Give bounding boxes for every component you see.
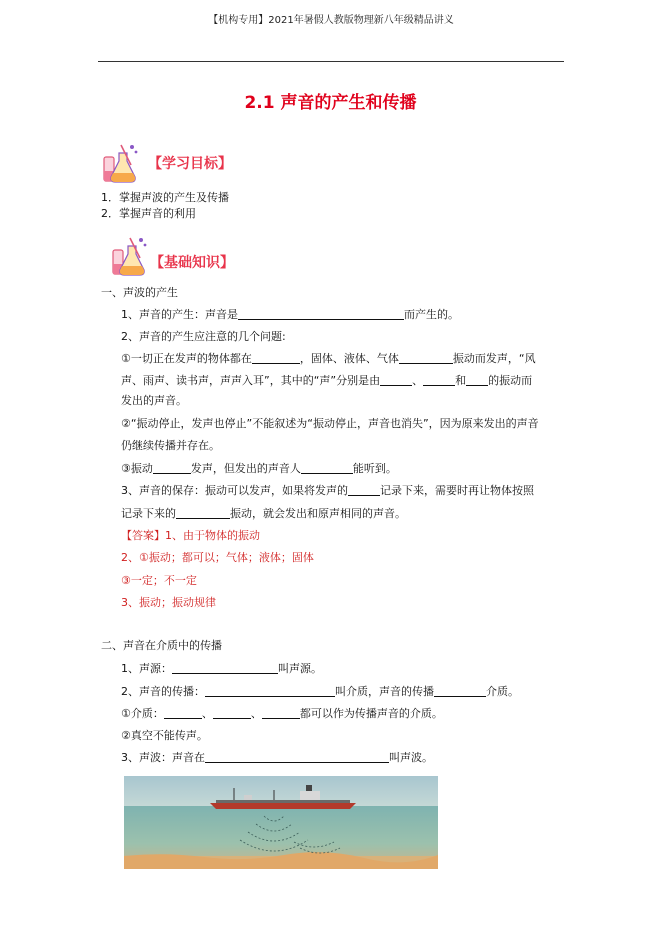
fill-blank[interactable] bbox=[399, 352, 453, 364]
basics-line-4: 声、雨声、读书声，声声入耳”，其中的“声”分别是由 、 和 的振动而 bbox=[121, 374, 533, 387]
fill-blank[interactable] bbox=[348, 484, 380, 496]
basics-line-9: 3、声音的保存：振动可以发声，如果将发声的 记录下来，需要时再让物体按照 bbox=[121, 484, 534, 497]
fill-blank[interactable] bbox=[434, 685, 486, 697]
fill-blank[interactable] bbox=[205, 685, 335, 697]
answer-line-4: 3、振动；振动规律 bbox=[121, 596, 216, 609]
section-heading-goals: 【学习目标】 bbox=[148, 156, 232, 172]
fill-blank[interactable] bbox=[164, 707, 202, 719]
page-header: 【机构专用】2021年暑假人教版物理新八年级精品讲义 bbox=[208, 15, 454, 26]
part2-line-3: ①介质： 、 、 都可以作为传播声音的介质。 bbox=[121, 707, 443, 720]
part2-title: 二、声音在介质中的传播 bbox=[101, 639, 222, 652]
fill-blank[interactable] bbox=[380, 374, 412, 386]
fill-blank[interactable] bbox=[262, 707, 300, 719]
part1-title: 一、声波的产生 bbox=[101, 286, 178, 299]
basics-line-6: ②“振动停止，发声也停止”不能叙述为“振动停止，声音也消失”，因为原来发出的声音 bbox=[121, 417, 539, 430]
goal-item-2: 2．掌握声音的利用 bbox=[101, 207, 196, 220]
goal-item-1: 1．掌握声波的产生及传播 bbox=[101, 191, 229, 204]
answer-line-1: 【答案】1、由于物体的振动 bbox=[121, 529, 260, 542]
flask-icon bbox=[101, 143, 139, 185]
fill-blank[interactable] bbox=[205, 751, 389, 763]
fill-blank[interactable] bbox=[301, 462, 353, 474]
fill-blank[interactable] bbox=[423, 374, 455, 386]
section-heading-basics: 【基础知识】 bbox=[150, 255, 234, 271]
basics-line-10: 记录下来的 振动，就会发出和原声相同的声音。 bbox=[121, 507, 406, 520]
basics-line-2: 2、声音的产生应注意的几个问题: bbox=[121, 330, 286, 343]
basics-line-3: ①一切正在发声的物体都在 ，固体、液体、气体 振动而发声，“风 bbox=[121, 352, 536, 365]
answer-line-3: ③一定；不一定 bbox=[121, 574, 197, 587]
basics-line-5: 发出的声音。 bbox=[121, 394, 187, 407]
part2-line-5: 3、声波：声音在 叫声波。 bbox=[121, 751, 433, 764]
ship-sound-wave-illustration bbox=[124, 776, 438, 869]
answer-line-2: 2、①振动；都可以；气体；液体；固体 bbox=[121, 551, 314, 564]
part2-line-2: 2、声音的传播： 叫介质，声音的传播 介质。 bbox=[121, 685, 519, 698]
fill-blank[interactable] bbox=[252, 352, 300, 364]
page-title: 2.1 声音的产生和传播 bbox=[244, 93, 417, 113]
basics-line-1: 1、声音的产生：声音是 而产生的。 bbox=[121, 308, 459, 321]
basics-line-7: 仍继续传播并存在。 bbox=[121, 439, 220, 452]
fill-blank[interactable] bbox=[176, 507, 230, 519]
fill-blank[interactable] bbox=[153, 462, 191, 474]
fill-blank[interactable] bbox=[213, 707, 251, 719]
fill-blank[interactable] bbox=[466, 374, 488, 386]
flask-icon bbox=[110, 236, 148, 278]
part2-line-4: ②真空不能传声。 bbox=[121, 729, 208, 742]
fill-blank[interactable] bbox=[238, 308, 404, 320]
basics-line-8: ③振动 发声，但发出的声音人 能听到。 bbox=[121, 462, 397, 475]
header-rule bbox=[98, 61, 564, 62]
fill-blank[interactable] bbox=[172, 662, 278, 674]
part2-line-1: 1、声源： 叫声源。 bbox=[121, 662, 322, 675]
